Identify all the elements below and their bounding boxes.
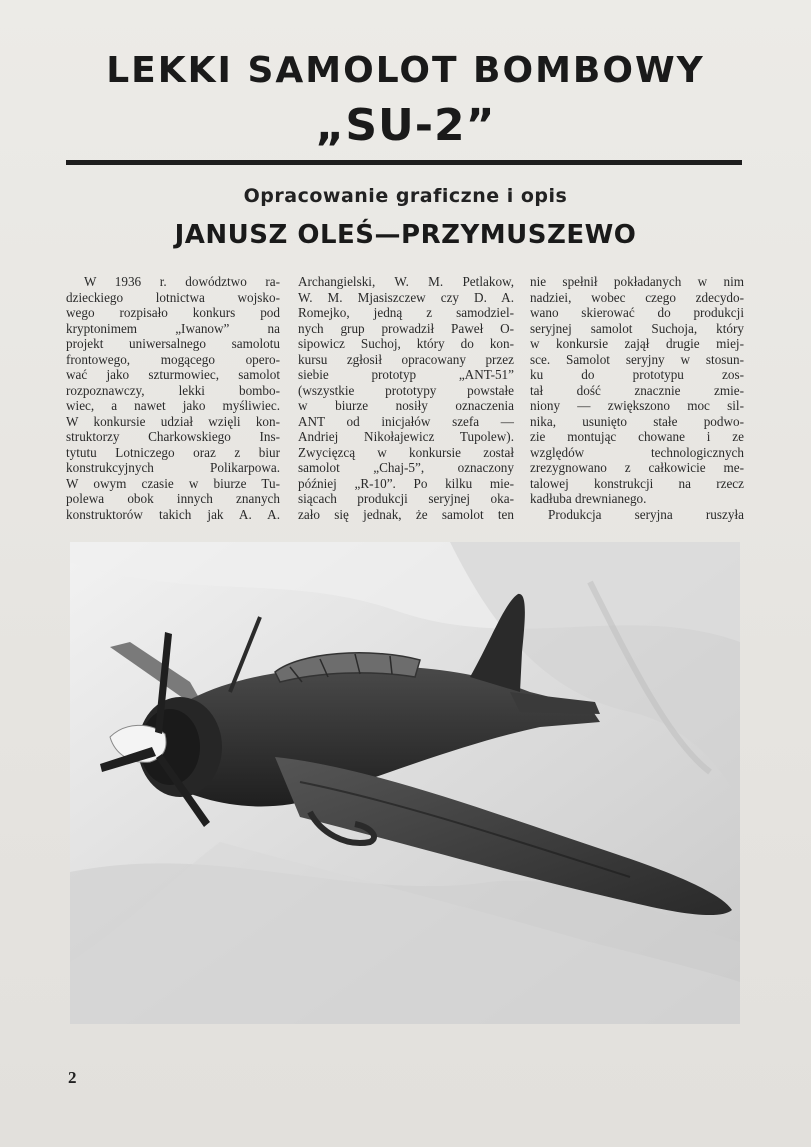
- text-line: sce. Samolot seryjny w stosun-: [530, 351, 744, 367]
- text-line: frontowego, mogącego opero-: [66, 351, 280, 367]
- text-line: wego rozpisało konkurs pod: [66, 305, 280, 320]
- text-line: dzieckiego lotnictwa wojsko-: [66, 289, 280, 305]
- text-column-3: [530, 274, 744, 522]
- title-line-2: „SU-2”: [315, 100, 496, 151]
- text-line: w konkursie zajął drugie miej-: [530, 336, 744, 351]
- text-line: konstrukcyjnych Polikarpowa.: [66, 460, 280, 475]
- text-line: ANT od inicjałów szefa —: [298, 413, 514, 429]
- text-line: w biurze nosiły oznaczenia: [298, 398, 514, 413]
- text-line: ku do prototypu zos-: [530, 367, 744, 382]
- author-name: JANUSZ OLEŚ—PRZYMUSZEWO: [174, 220, 637, 250]
- text-line: nie spełnił pokładanych w nim: [530, 274, 744, 289]
- text-line: (wszystkie prototypy powstałe: [298, 382, 514, 398]
- title-rule: [66, 160, 742, 165]
- text-line: konstruktorów takich jak A. A.: [66, 506, 280, 522]
- page-number: 2: [68, 1068, 77, 1087]
- text-line: siącach produkcji seryjnej oka-: [298, 491, 514, 506]
- text-line: Archangielski, W. M. Petlakow,: [298, 274, 514, 289]
- text-line: nych grup prowadził Paweł O-: [298, 320, 514, 336]
- text-line: kryptonimem „Iwanow” na: [66, 320, 280, 336]
- text-line: seryjnej samolot Suchoja, który: [530, 320, 744, 336]
- text-line: W 1936 r. dowództwo ra-: [84, 274, 280, 289]
- text-line: wano skierować do produkcji: [530, 305, 744, 320]
- text-column-1: [66, 274, 280, 522]
- text-line: niony — zwiększono moc sil-: [530, 398, 744, 413]
- text-line: zrezygnowano z całkowicie me-: [530, 460, 744, 475]
- text-line: wiec, a nawet jako myśliwiec.: [66, 398, 280, 413]
- text-line: nadziei, wobec czego zdecydo-: [530, 289, 744, 305]
- text-line: tał dość znacznie zmie-: [530, 382, 744, 398]
- text-line: kadłuba drewnianego.: [530, 491, 647, 506]
- text-line: zie montując chowane i ze: [530, 429, 744, 444]
- text-line: Romejko, jedną z samodziel-: [298, 305, 514, 320]
- text-line: nika, usunięto stałe podwo-: [530, 413, 744, 429]
- text-line: talowej konstrukcji na rzecz: [530, 475, 744, 491]
- text-line: Produkcja seryjna ruszyła: [548, 506, 744, 522]
- text-line: względów technologicznych: [530, 444, 744, 460]
- text-line: wać jako szturmowiec, samolot: [66, 367, 280, 382]
- text-column-2: [298, 274, 514, 522]
- text-line: Andriej Nikołajewicz Tupolew).: [298, 429, 514, 444]
- text-line: siebie prototyp „ANT-51”: [298, 367, 514, 382]
- text-line: później „R-10”. Po kilku mie-: [298, 475, 514, 491]
- text-line: Zwycięzcą w konkursie został: [298, 444, 514, 460]
- text-line: kursu zgłosił opracowany przez: [298, 351, 514, 367]
- text-line: struktorzy Charkowskiego Ins-: [66, 429, 280, 444]
- text-line: tytutu Lotniczego oraz z biur: [66, 444, 280, 460]
- subtitle: Opracowanie graficzne i opis: [243, 185, 568, 207]
- text-line: zało się jednak, że samolot ten: [298, 506, 514, 522]
- text-line: projekt uniwersalnego samolotu: [66, 336, 280, 351]
- aircraft-model-photo: [70, 542, 740, 1024]
- text-line: rozpoznawczy, lekki bombo-: [66, 382, 280, 398]
- text-line: W. M. Mjasiszczew czy D. A.: [298, 289, 514, 305]
- text-line: W konkursie udział wzięli kon-: [66, 413, 280, 429]
- text-line: sipowicz Suchoj, który do kon-: [298, 336, 514, 351]
- text-line: polewa obok innych znanych: [66, 491, 280, 506]
- title-line-1: LEKKI SAMOLOT BOMBOWY: [106, 50, 705, 91]
- text-line: samolot „Chaj-5”, oznaczony: [298, 460, 514, 475]
- text-line: W owym czasie w biurze Tu-: [66, 475, 280, 491]
- su2-model-photo-illustration: [70, 542, 740, 1024]
